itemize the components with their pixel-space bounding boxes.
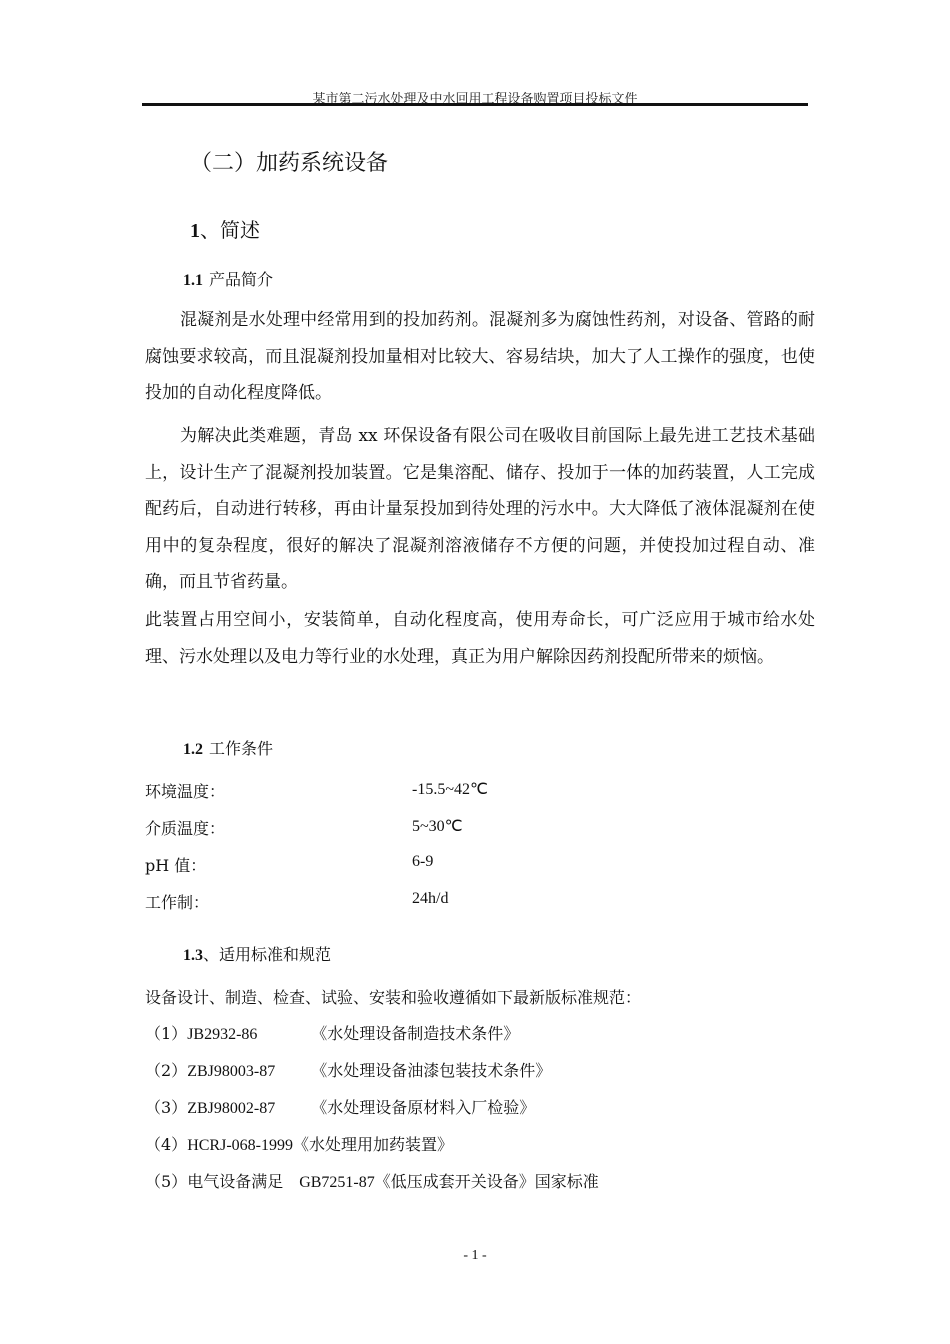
condition-value: 5~30℃ [412,818,463,835]
heading-overview [190,214,260,243]
standard-item [145,1132,453,1155]
condition-value: 24h/d [412,890,449,907]
standard-code: 电气设备满足 GB7251-87 [187,1174,375,1191]
subheading-number: 1.2 [183,741,203,758]
subheading-number: 1.3 [183,947,203,964]
standard-name: 《水处理设备制造技术条件》 [311,1024,520,1043]
paragraph-2: 为解决此类难题，青岛 xx 环保设备有限公司在吸收目前国际上最先进工艺技术基础上，设计生产了混凝剂投加装置。它是集溶配、储存、投加于一体的加药装置，人工完成配药后，自动进行转移，再由计量泵投加到待处理的污水中。大大降低了液体混凝剂在使用中的复杂程度，很好的解决了混凝剂溶液储存不方便的问题，并使投加过程自动、准确，而且节省药量。 [145,426,815,592]
standard-index: （5） [145,1172,188,1191]
standard-index: （2） [145,1061,188,1080]
subheading-number: 1.1 [183,272,203,289]
standard-code: ZBJ98002-87 [187,1100,276,1117]
standard-code: JB2932-86 [187,1026,258,1043]
section-title: （二）加药系统设备 [190,151,389,176]
standard-index: （3） [145,1098,188,1117]
condition-label: 环境温度： [145,782,226,801]
standard-index: （4） [145,1135,188,1154]
standard-item [145,1058,551,1081]
standard-name: 《水处理用加药装置》 [292,1135,453,1154]
standard-code: ZBJ98003-87 [187,1063,276,1080]
standard-item [145,1021,519,1044]
condition-label: 介质温度： [145,819,226,838]
page-header-title: 某市第二污水处理及中水回用工程设备购置项目投标文件 [312,92,638,107]
page-number: - 1 - [463,1248,487,1263]
heading-number: 1 [190,220,200,242]
heading-text: 、简述 [200,218,260,242]
condition-value: -15.5~42℃ [412,781,488,798]
header-rule [142,103,808,106]
condition-value: 6-9 [412,853,434,870]
standard-name: 《低压成套开关设备》国家标准 [374,1172,599,1191]
paragraph-3: 此装置占用空间小，安装简单，自动化程度高，使用寿命长，可广泛应用于城市给水处理、污水处理以及电力等行业的水处理，真正为用户解除因药剂投配所带来的烦恼。 [145,610,815,667]
paragraph-1: 混凝剂是水处理中经常用到的投加药剂。混凝剂多为腐蚀性药剂，对设备、管路的耐腐蚀要求较高，而且混凝剂投加量相对比较大、容易结块，加大了人工操作的强度，也使投加的自动化程度降低。 [145,310,815,403]
subheading-text: 产品简介 [209,270,274,289]
condition-label: pH 值： [145,856,207,875]
condition-label: 工作制： [145,893,210,912]
subheading-text: 工作条件 [209,739,274,758]
subheading-working-conditions [183,736,273,759]
subheading-standards [183,942,331,965]
standard-index: （1） [145,1024,188,1043]
standard-code: HCRJ-068-1999 [187,1137,293,1154]
standards-intro: 设备设计、制造、检查、试验、安装和验收遵循如下最新版标准规范： [145,988,642,1007]
standard-name: 《水处理设备原材料入厂检验》 [311,1098,536,1117]
subheading-product-intro [183,267,273,290]
standard-item [145,1169,599,1192]
standard-item [145,1095,535,1118]
standard-name: 《水处理设备油漆包装技术条件》 [311,1061,552,1080]
subheading-text: 、适用标准和规范 [203,945,332,964]
